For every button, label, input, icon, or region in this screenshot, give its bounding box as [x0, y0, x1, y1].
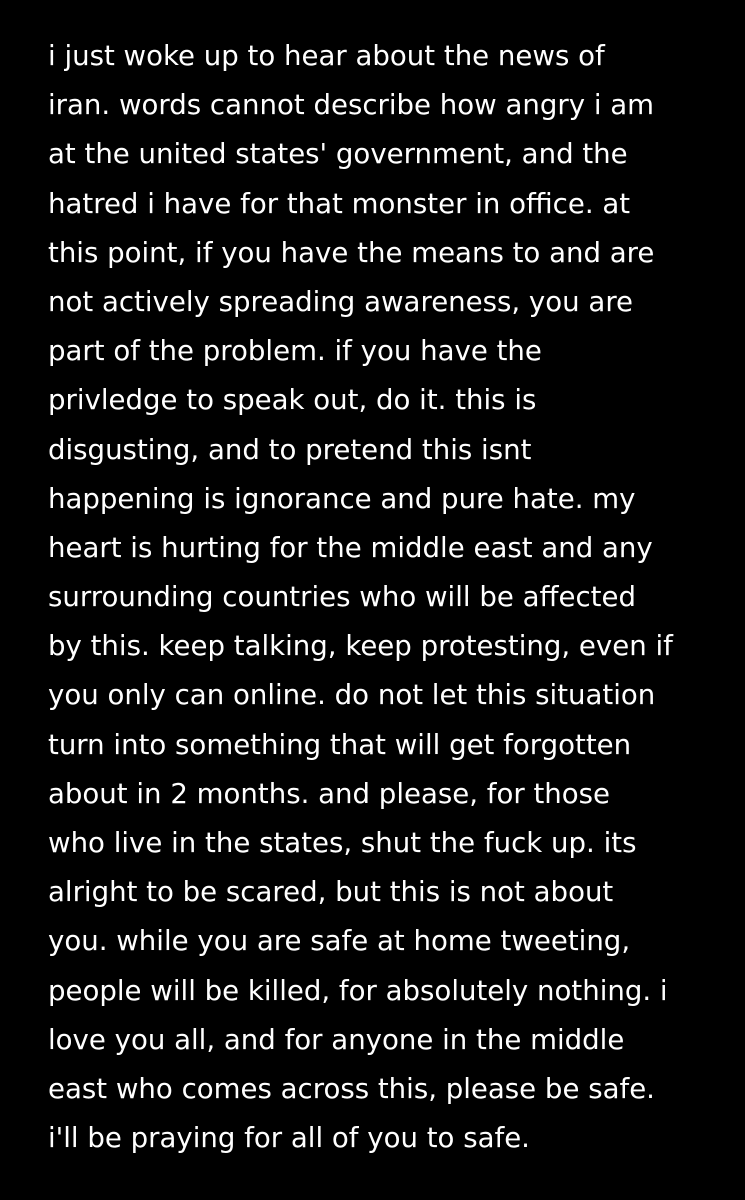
note-line: disgusting, and to pretend this isnt [48, 432, 532, 466]
note-line: love you all, and for anyone in the middle [48, 1022, 625, 1056]
note-line: privledge to speak out, do it. this is [48, 383, 537, 417]
note-line: people will be killed, for absolutely nothing. i [48, 973, 668, 1007]
note-text-body [48, 31, 738, 1162]
note-line: turn into something that will get forgotten [48, 727, 632, 761]
note-line: i just woke up to hear about the news of [48, 39, 605, 72]
note-line: you. while you are safe at home tweeting, [48, 924, 631, 958]
note-line: by this. keep talking, keep protesting, even if [48, 629, 673, 663]
note-line: heart is hurting for the middle east and any [48, 530, 653, 564]
note-line: surrounding countries who will be affected [48, 580, 636, 614]
note-line: hatred i have for that monster in office. at [48, 186, 631, 220]
note-line: i'll be praying for all of you to safe. [48, 1121, 530, 1155]
note-line: at the united states' government, and the [48, 137, 628, 171]
note-line: you only can online. do not let this situation [48, 678, 656, 712]
note-line: alright to be scared, but this is not about [48, 875, 614, 909]
note-line: part of the problem. if you have the [48, 334, 542, 368]
note-line: who live in the states, shut the fuck up. its [48, 826, 637, 859]
note-line: about in 2 months. and please, for those [48, 776, 611, 810]
note-line: not actively spreading awareness, you are [48, 284, 634, 318]
note-line: east who comes across this, please be safe. [48, 1071, 655, 1105]
note-line: iran. words cannot describe how angry i am [48, 88, 655, 122]
note-line: happening is ignorance and pure hate. my [48, 481, 636, 515]
note-line: this point, if you have the means to and are [48, 235, 655, 269]
